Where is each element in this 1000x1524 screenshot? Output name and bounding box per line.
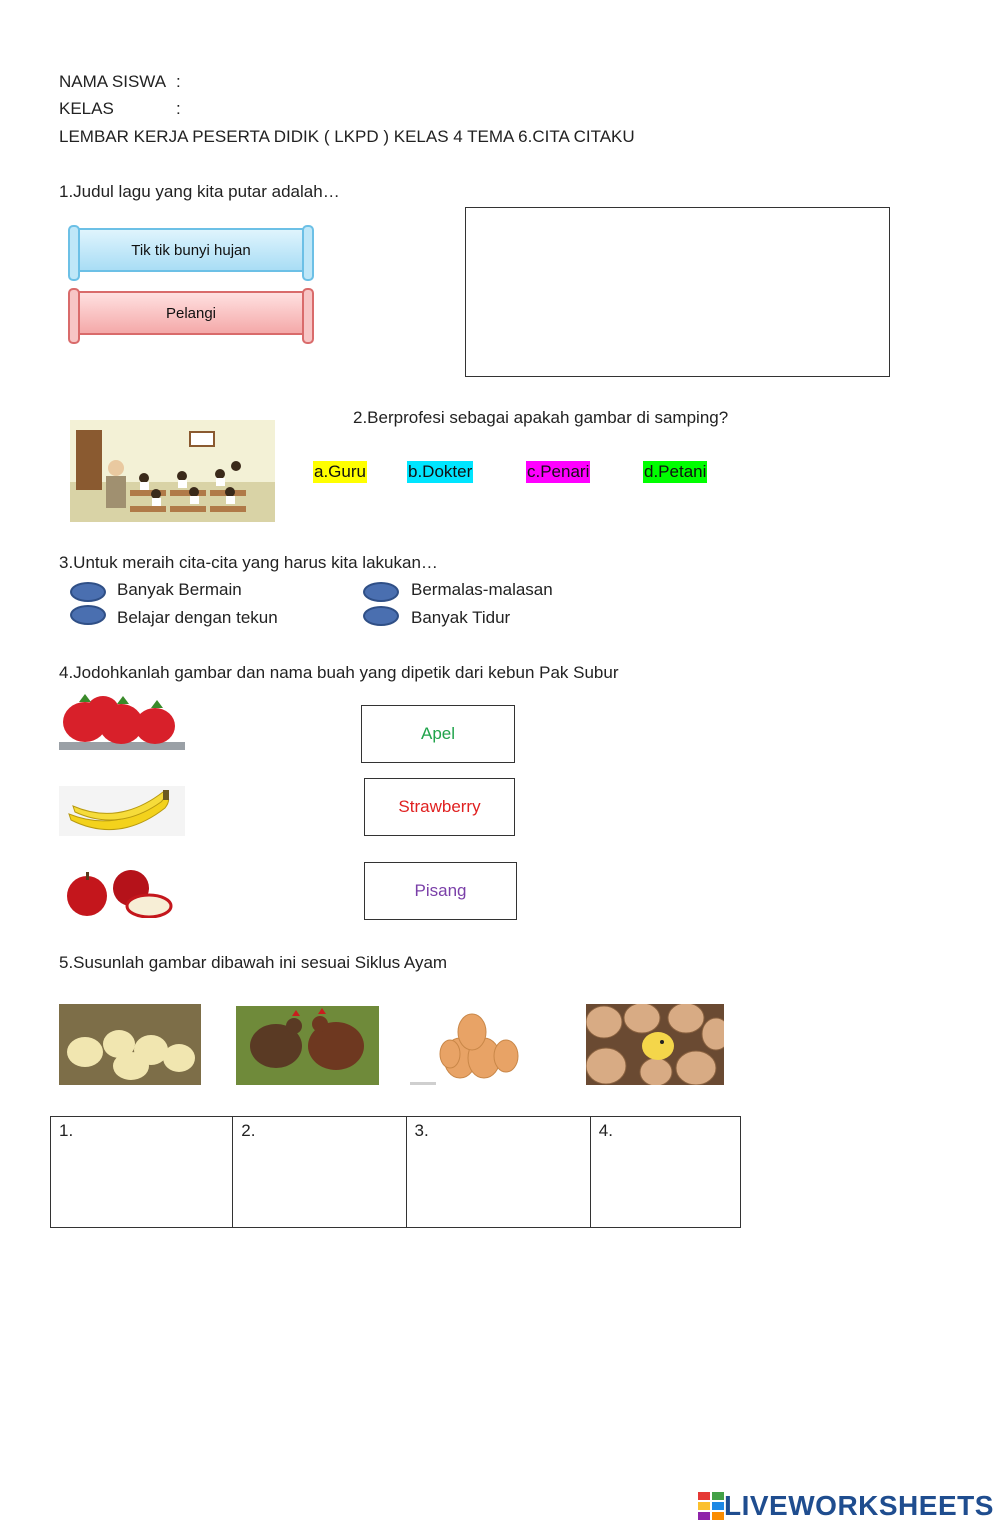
- classroom-image: [70, 420, 275, 522]
- radio-option-4[interactable]: [363, 606, 399, 626]
- name-colon: :: [176, 72, 181, 91]
- cycle-cell-3[interactable]: 3.: [406, 1117, 590, 1228]
- song-option-2[interactable]: [72, 291, 310, 335]
- question-1: 1.Judul lagu yang kita putar adalah…: [59, 182, 340, 201]
- option-label: Banyak Tidur: [411, 608, 511, 627]
- chicken-cycle-table: [50, 1116, 741, 1228]
- profession-option-d[interactable]: d.Petani: [644, 462, 707, 481]
- cycle-cell-4[interactable]: 4.: [590, 1117, 740, 1228]
- radio-option-2[interactable]: [70, 605, 106, 625]
- name-label: NAMA SISWA: [59, 72, 167, 91]
- fruit-name-label: Pisang: [414, 881, 467, 900]
- profession-option-b[interactable]: b.Dokter: [408, 462, 473, 481]
- eggs-image[interactable]: [410, 1006, 520, 1086]
- hens-image[interactable]: [236, 1006, 379, 1085]
- radio-option-1[interactable]: [70, 582, 106, 602]
- fruit-name-box-3[interactable]: [364, 862, 517, 920]
- cycle-cell-2[interactable]: 2.: [233, 1117, 406, 1228]
- scroll-curl-left: [68, 225, 80, 281]
- scroll-curl-right: [302, 225, 314, 281]
- song-option-label: Tik tik bunyi hujan: [131, 241, 251, 259]
- scroll-curl-left: [68, 288, 80, 344]
- song-option-1[interactable]: [72, 228, 310, 272]
- apple-image[interactable]: [59, 866, 177, 918]
- profession-option-a[interactable]: a.Guru: [314, 462, 366, 481]
- question-2: 2.Berprofesi sebagai apakah gambar di samping?: [353, 408, 729, 427]
- cycle-cell-1[interactable]: 1.: [51, 1117, 233, 1228]
- option-label: Banyak Bermain: [117, 580, 242, 599]
- song-option-label: Pelangi: [165, 304, 217, 322]
- worksheet-title: LEMBAR KERJA PESERTA DIDIK ( LKPD ) KELAS 4 TEMA 6.CITA CITAKU: [59, 127, 635, 146]
- option-label: Bermalas-malasan: [411, 580, 553, 599]
- liveworksheets-logo-icon: [698, 1492, 724, 1520]
- strawberry-image[interactable]: [59, 690, 185, 750]
- hatching-chick-image[interactable]: [586, 1004, 724, 1085]
- fruit-name-label: Apel: [420, 724, 456, 743]
- scroll-curl-right: [302, 288, 314, 344]
- question-4: 4.Jodohkanlah gambar dan nama buah yang dipetik dari kebun Pak Subur: [59, 663, 619, 682]
- class-colon: :: [176, 99, 181, 118]
- question-3: 3.Untuk meraih cita-cita yang harus kita lakukan…: [59, 553, 438, 572]
- chicks-image[interactable]: [59, 1004, 201, 1085]
- question-5: 5.Susunlah gambar dibawah ini sesuai Siklus Ayam: [59, 953, 448, 972]
- song-answer-box[interactable]: [465, 207, 890, 377]
- option-label: Belajar dengan tekun: [117, 608, 278, 627]
- profession-option-c[interactable]: c.Penari: [527, 462, 590, 481]
- fruit-name-box-2[interactable]: [364, 778, 515, 836]
- radio-option-3[interactable]: [363, 582, 399, 602]
- liveworksheets-logo-text: LIVEWORKSHEETS: [724, 1490, 994, 1521]
- fruit-name-box-1[interactable]: [361, 705, 515, 763]
- liveworksheets-logo: [698, 1490, 994, 1522]
- banana-image[interactable]: [59, 786, 185, 836]
- class-label: KELAS: [59, 99, 114, 118]
- fruit-name-label: Strawberry: [398, 797, 481, 816]
